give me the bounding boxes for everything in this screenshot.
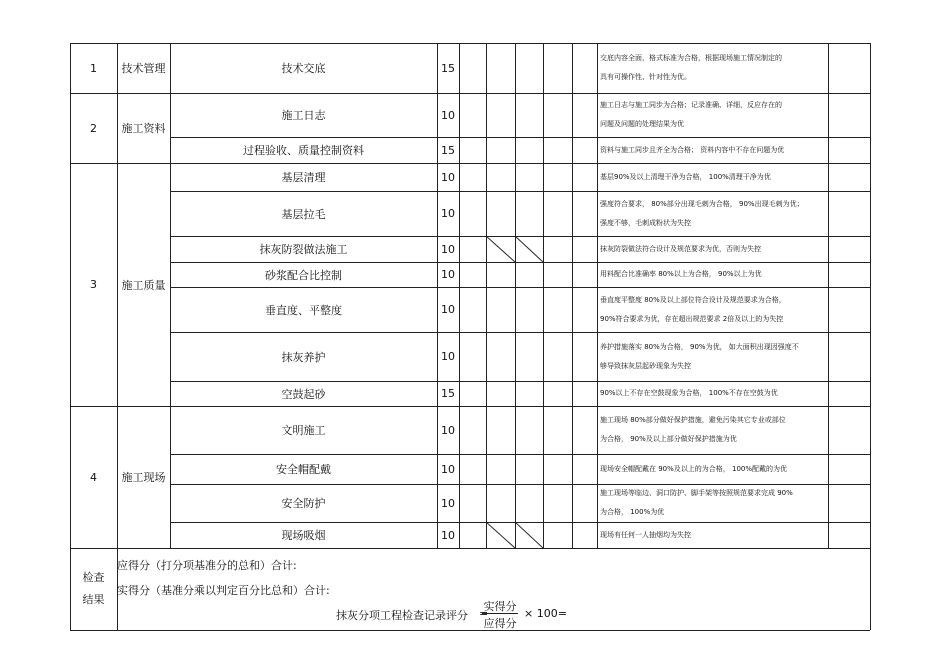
criteria-lines [600, 526, 691, 545]
column-divider [459, 43, 460, 548]
base-score: 10 [441, 170, 455, 184]
criteria-line: 垂直度平整度 80%及以上部位符合设计及规范要求为合格， [600, 295, 786, 304]
result-label [70, 548, 117, 630]
criteria-line: 基层90%及以上清理干净为合格， 100%清理干净为优 [600, 172, 771, 181]
row-number: 4 [90, 470, 97, 484]
slash-line [515, 236, 543, 262]
criteria-line: 为合格， 100%为优 [600, 508, 665, 516]
item-name: 砂浆配合比控制 [265, 268, 342, 282]
not-applicable-slash [486, 236, 515, 262]
base-score: 10 [441, 108, 455, 122]
formula-denominator: 应得分 [483, 617, 517, 630]
base-score: 15 [441, 143, 455, 157]
item-name: 基层拉毛 [281, 207, 326, 221]
row-number: 2 [90, 121, 97, 135]
criteria-text [597, 287, 828, 332]
criteria-line: 现场有任何一人抽烟均为失控 [600, 530, 691, 539]
criteria-lines [600, 291, 786, 329]
criteria-text [597, 163, 828, 191]
item-name: 技术交底 [281, 62, 326, 75]
category-label: 施工质量 [121, 278, 166, 292]
criteria-line: 强度不够，毛刺成粉状为失控 [600, 218, 691, 227]
criteria-text [597, 381, 828, 406]
item-name: 抹灰防裂做法施工 [259, 243, 348, 256]
base-score: 10 [441, 207, 455, 220]
criteria-line: 强度符合要求， 80%部分出现毛刺为合格， 90%出现毛刺为优； [600, 199, 804, 208]
item-name: 安全防护 [281, 497, 326, 510]
slash-line [515, 522, 543, 548]
expected-score-line: 应得分（打分项基准分的总和）合计: [117, 559, 297, 572]
column-divider [572, 43, 573, 548]
criteria-text [597, 137, 828, 163]
item-name: 现场吸烟 [281, 529, 326, 542]
criteria-line: 为合格， 90%及以上部分做好保护措施为优 [600, 435, 737, 443]
slash-line [486, 522, 515, 548]
criteria-text [597, 332, 828, 381]
criteria-lines [600, 338, 799, 376]
criteria-lines [600, 195, 804, 233]
criteria-lines [600, 49, 782, 87]
item-name: 过程验收、质量控制资料 [243, 144, 364, 157]
base-score: 10 [441, 423, 455, 437]
base-score: 10 [441, 528, 455, 542]
fraction-bar [482, 613, 518, 614]
base-score: 15 [441, 387, 455, 400]
criteria-lines [600, 460, 787, 479]
criteria-line: 交底内容全面，格式标准为合格，根据现场施工情况制定的 [600, 54, 782, 62]
criteria-line: 够导致抹灰层起砂现象为失控 [600, 361, 691, 370]
criteria-text [597, 236, 828, 262]
column-divider [597, 43, 598, 548]
criteria-text [597, 406, 828, 454]
result-label-line: 检查 [82, 571, 105, 584]
criteria-line: 用料配合比准确率 80%以上为合格， 90%以上为优 [600, 270, 762, 278]
column-divider [543, 43, 544, 548]
criteria-line: 施工现场 80%部分做好保护措施，避免污染其它专业或部位 [600, 416, 786, 424]
column-divider [828, 43, 829, 548]
criteria-lines [600, 141, 784, 160]
criteria-lines [600, 240, 761, 259]
base-score: 15 [441, 61, 455, 75]
item-name: 文明施工 [281, 424, 326, 437]
criteria-text [597, 93, 828, 137]
criteria-line: 90%符合要求为优，存在超出规范要求 2倍及以上的为失控 [600, 314, 784, 323]
row-number: 1 [90, 61, 97, 75]
table-right-border [870, 43, 871, 630]
base-score: 10 [441, 242, 455, 256]
criteria-line: 抹灰防裂做法符合设计及规范要求为优，否则为失控 [600, 244, 761, 253]
item-name: 基层清理 [281, 171, 326, 184]
base-score: 10 [441, 462, 455, 476]
criteria-text [597, 43, 828, 93]
base-score: 10 [441, 303, 455, 316]
criteria-line: 90%以上不存在空鼓现象为合格， 100%不存在空鼓为优 [600, 389, 778, 397]
criteria-line: 具有可操作性、针对性为优。 [600, 73, 691, 81]
criteria-text [597, 484, 828, 522]
actual-score-line: 实得分（基准分乘以判定百分比总和）合计: [117, 584, 330, 597]
criteria-lines [600, 265, 762, 284]
criteria-line: 资料与施工同步且齐全为合格； 资料内容中不存在问题为优 [600, 145, 785, 154]
group-divider [70, 548, 870, 549]
criteria-lines [600, 484, 793, 522]
result-label-line: 结果 [82, 593, 105, 606]
column-divider [117, 43, 118, 548]
criteria-lines [600, 411, 786, 449]
criteria-text [597, 522, 828, 548]
criteria-line: 施工日志与施工同步为合格；记录准确、详细，反应存在的 [600, 101, 782, 109]
item-name: 施工日志 [281, 109, 326, 122]
slash-line [486, 236, 515, 262]
item-name: 空鼓起砂 [281, 387, 326, 401]
criteria-lines [600, 384, 778, 403]
criteria-line: 养护措施落实 80%为合格， 90%为优， 如大面积出现因强度不 [600, 342, 799, 351]
item-name: 安全帽配戴 [276, 463, 331, 476]
base-score: 10 [441, 268, 455, 281]
item-name: 垂直度、平整度 [265, 303, 342, 317]
item-name: 抹灰养护 [281, 350, 326, 364]
table-bottom-border [70, 630, 870, 631]
criteria-line: 现场安全帽配戴在 90%及以上的为合格， 100%配戴的为优 [600, 464, 788, 473]
base-score: 10 [441, 496, 455, 510]
criteria-text [597, 454, 828, 484]
formula-equals: = [479, 607, 489, 620]
column-divider [170, 43, 171, 548]
not-applicable-slash [515, 236, 543, 262]
row-number: 3 [90, 278, 97, 291]
criteria-line: 问题及问题的处理结果为优 [600, 120, 684, 128]
not-applicable-slash [486, 522, 515, 548]
column-divider [515, 43, 516, 548]
category-label: 施工资料 [121, 122, 166, 135]
not-applicable-slash [515, 522, 543, 548]
column-divider [437, 43, 438, 548]
base-score: 10 [441, 350, 455, 363]
criteria-lines [600, 96, 782, 134]
category-label: 施工现场 [121, 471, 166, 484]
formula-numerator: 实得分 [483, 600, 517, 613]
criteria-lines [600, 168, 771, 187]
category-label: 技术管理 [121, 62, 166, 75]
criteria-line: 施工现场等临边、洞口防护、脚手架等按照规范要求完成 90% [600, 489, 793, 497]
column-divider [486, 43, 487, 548]
formula-prefix: 抹灰分项工程检查记录评分 [336, 609, 468, 622]
criteria-text [597, 191, 828, 236]
formula-suffix: × 100= [524, 607, 567, 620]
criteria-text [597, 262, 828, 287]
